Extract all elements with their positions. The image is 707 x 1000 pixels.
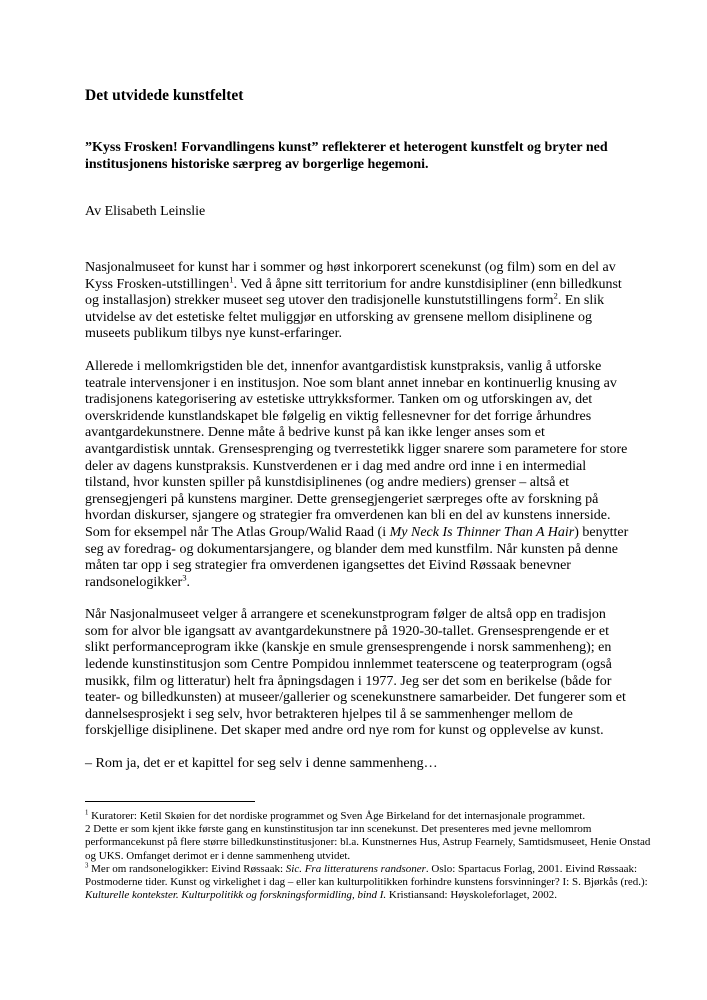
body-text [85,260,651,773]
text-segment-normal: Kristiansand: Høyskoleforlaget, 2002. [386,889,557,902]
text-segment-sup: 1 [85,808,89,816]
footnote-3 [85,863,651,903]
text-segment-sup: 3 [85,862,89,870]
text-segment-normal: Kuratorer: Ketil Skøien for det nordiske programmet og Sven Åge Birkeland for det internasjonale programmet. [88,809,586,822]
text-segment-normal: . [186,574,191,590]
paragraph-3 [85,607,630,740]
text-segment-italic: My Neck Is Thinner Than A Hair [389,524,575,540]
byline: Av Elisabeth Leinslie [85,204,206,219]
text-segment-normal: ) benytter seg av foredrag- og dokumentarsjangere, og blander dem med kunstfilm. Når kunsten på denne måten tar opp i seg strategier fra omverdenen igangsettes det Eivind Røssaak benevner randsonelogikker [85,524,629,590]
text-segment-normal: Mer om randsonelogikker: Eivind Røssaak: [88,862,286,875]
text-segment-normal: 2 Dette er som kjent ikke første gang en kunstinstitusjon tar inn scenekunst. Det presenteres med jevne mellomrom performancekunst på flere større billedkunstinstitusjoner: bl.a. Kunstnernes Hus, Astrup Fearnely, Samtidsmuseet, Henie Onstad og UKS. Omfanget derimot er i denne sammenheng utvidet. [85,822,651,862]
footnotes-section [85,810,651,903]
text-segment-normal: . Oslo: Spartacus Forlag, 2001. Eivind Røssaak: Postmoderne tider. Kunst og virkelighet i dag – eller kan kulturpolitikken forhindre kunstens forsvinninger? I: S. Bjørkås (red.): [85,862,648,889]
text-segment-italic: Kulturelle kontekster. Kulturpolitikk og forskningsformidling, bind I. [85,889,387,902]
text-segment-sup: 3 [182,572,187,583]
text-segment-normal: . En slik utvidelse av det estetiske feltet muliggjør en utforsking av grensene mellom disiplinene og museets publikum tilbys nye kunst-erfaringer. [85,293,605,342]
footnote-separator [85,801,255,802]
text-segment-normal: Allerede i mellomkrigstiden ble det, innenfor avantgardistisk kunstpraksis, vanlig å utforske teatrale intervensjoner i en institusjon. Noe som blant annet innebar en kontinuerlig knusing av tradisjonens kategorisering av estetiske uttrykksformer. Tanken om og utforskingen av, det overskridende kunstlandskapet ble følgelig en viktig fellesnevner for det forrige århundres avantgardekunstnere. Denne måte å bedrive kunst på kan ikke lenger anses som et avantgardistisk unntak. Grensesprenging og tverrestetikk ligger snarere som parametere for store deler av dagens kunstpraksis. Kunstverdenen er i dag med andre ord inne i en intermedial tilstand, hvor kunsten spiller på kunstdisiplinenes (og andre mediers) grenser – altså et grensegjengeri på kunstens marginer. Dette grensegjengeriet særpreges ofte av forskning på hvordan diskurser, sjangere og strategier fra omverdenen kan bli en del av kunstens innerside. Som for eksempel når The Atlas Group/Walid Raad (i [85,358,628,540]
paragraph-2 [85,359,630,591]
paragraph-1 [85,260,630,343]
text-segment-normal: – Rom ja, det er et kapittel for seg selv i denne sammenheng… [85,756,438,772]
paragraph-remark [85,756,630,773]
footnote-2 [85,823,651,863]
text-segment-normal: Når Nasjonalmuseet velger å arrangere et scenekunstprogram følger de altså opp en tradisjon som for alvor ble igangsatt av avantgardekunstnere på 1920-30-tallet. Grensesprengende er et slikt performanceprogram ikke (kanskje en smule grensesprengende i norsk sammenheng); en ledende kunstinstitusjon som Centre Pompidou innlemmet teaterscene og teaterprogram (også musikk, film og litteratur) helt fra åpningsdagen i 1977. Jeg ser det som en berikelse (både for teater- og billedkunsten) at museer/gallerier og scenekunstnere samarbeider. Det fungerer som et dannelsesprosjekt i seg selv, hvor betrakteren hjelpes til å se sammenhenger mellom de forskjellige disiplinene. Det skaper med andre ord nye rom for kunst og opplevelse av kunst. [85,607,626,739]
footnote-1 [85,810,651,823]
page-title: Det utvidede kunstfeltet [85,87,244,104]
text-segment-italic: Sic. Fra litteraturens randsoner [285,862,426,875]
text-segment-normal: . Ved å åpne sitt territorium for andre kunstdisipliner (enn billedkunst og installasjon) strekker museet seg utover den tradisjonelle kunstutstillingens form [85,276,622,309]
text-segment-normal: Nasjonalmuseet for kunst har i sommer og høst inkorporert scenekunst (og film) som en del av Kyss Frosken-utstillingen [85,260,616,292]
lede-paragraph: ”Kyss Frosken! Forvandlingens kunst” reflekterer et heterogent kunstfelt og bryter ned institusjonens historiske særpreg av borgerlige hegemoni. [85,140,608,172]
text-segment-sup: 2 [553,290,558,301]
text-segment-sup: 1 [229,273,234,284]
